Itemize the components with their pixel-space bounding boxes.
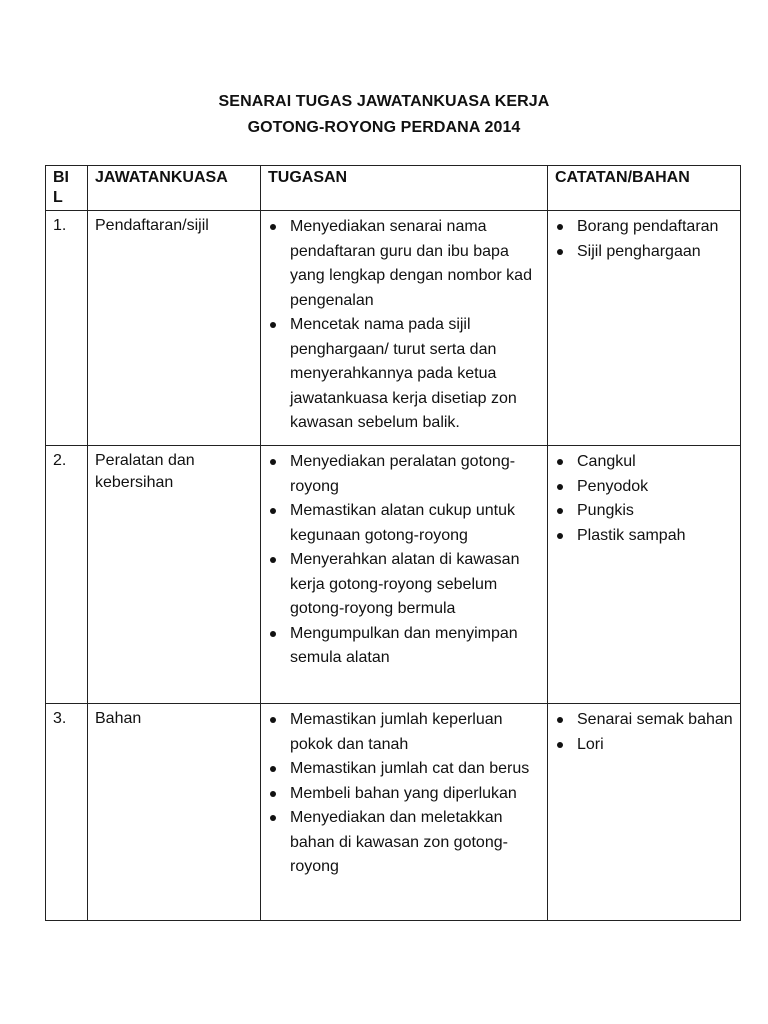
bullet-icon xyxy=(270,322,276,328)
document-title-line-2: GOTONG-ROYONG PERDANA 2014 xyxy=(247,119,521,136)
committee-name: Bahan xyxy=(95,710,142,727)
task-text: Menyerahkan alatan di kawasan kerja gotong-royong sebelum gotong-royong bermula xyxy=(290,551,520,617)
header-tugasan xyxy=(261,166,548,211)
table-row xyxy=(46,704,741,921)
document-title-line-1: SENARAI TUGAS JAWATANKUASA KERJA xyxy=(218,93,550,110)
material-text: Cangkul xyxy=(577,453,636,470)
header-catatan-label: CATATAN/BAHAN xyxy=(555,169,690,186)
cell-bil xyxy=(46,446,88,704)
committee-name: Pendaftaran/sijil xyxy=(95,217,209,234)
row-number: 2. xyxy=(53,452,67,469)
task-list xyxy=(261,211,547,436)
bullet-icon xyxy=(557,742,563,748)
cell-tugasan xyxy=(261,446,548,704)
list-item xyxy=(270,708,543,757)
table-row xyxy=(46,211,741,446)
cell-catatan xyxy=(548,446,741,704)
task-text: Memastikan jumlah keperluan pokok dan tanah xyxy=(290,711,503,753)
material-text: Lori xyxy=(577,735,604,753)
bullet-icon xyxy=(557,249,563,255)
cell-bil xyxy=(46,704,88,921)
task-list xyxy=(261,704,547,880)
list-item xyxy=(270,548,543,622)
row-number: 1. xyxy=(53,217,67,234)
task-text: Memastikan jumlah cat dan berus xyxy=(290,760,530,777)
material-text: Sijil penghargaan xyxy=(577,242,701,260)
header-jawatankuasa-label: JAWATANKUASA xyxy=(95,169,228,186)
cell-catatan xyxy=(548,704,741,921)
cell-tugasan xyxy=(261,211,548,446)
bullet-icon xyxy=(270,508,276,514)
list-item xyxy=(270,215,543,313)
bullet-icon xyxy=(270,815,276,821)
cell-jawatankuasa xyxy=(88,704,261,921)
row-number: 3. xyxy=(53,710,67,727)
task-text: Mengumpulkan dan menyimpan semula alatan xyxy=(290,624,518,666)
list-item xyxy=(557,240,736,265)
list-item xyxy=(270,806,543,880)
material-text: Borang pendaftaran xyxy=(577,218,719,235)
bullet-icon xyxy=(270,717,276,723)
task-list xyxy=(261,446,547,671)
list-item xyxy=(557,215,736,240)
list-item xyxy=(270,313,543,436)
list-item xyxy=(270,782,543,807)
task-text: Mencetak nama pada sijil penghargaan/ turut serta dan menyerahkannya pada ketua jawatankuasa kerja disetiap zon kawasan sebelum balik. xyxy=(290,316,517,431)
cell-tugasan xyxy=(261,704,548,921)
header-tugasan-label: TUGASAN xyxy=(268,169,348,186)
bullet-icon xyxy=(557,533,563,539)
table-row xyxy=(46,446,741,704)
committee-name: Peralatan dan kebersihan xyxy=(95,452,195,491)
cell-catatan xyxy=(548,211,741,446)
list-item xyxy=(557,450,736,475)
header-jawatankuasa xyxy=(88,166,261,211)
bullet-icon xyxy=(270,791,276,797)
table-header-row xyxy=(46,166,741,211)
material-text: Penyodok xyxy=(577,477,649,495)
list-item xyxy=(270,757,543,782)
cell-jawatankuasa xyxy=(88,211,261,446)
cell-bil xyxy=(46,211,88,446)
bullet-icon xyxy=(270,557,276,563)
list-item xyxy=(270,450,543,499)
task-text: Menyediakan peralatan gotong-royong xyxy=(290,453,516,495)
header-bil xyxy=(46,166,88,211)
committee-task-table xyxy=(45,165,741,921)
bullet-icon xyxy=(557,224,563,230)
task-text: Memastikan alatan cukup untuk kegunaan gotong-royong xyxy=(290,502,516,544)
header-bil-label: BIL xyxy=(53,169,69,206)
header-catatan xyxy=(548,166,741,211)
material-text: Pungkis xyxy=(577,502,634,519)
material-text: Senarai semak bahan xyxy=(577,711,733,728)
list-item xyxy=(270,622,543,671)
bullet-icon xyxy=(270,459,276,465)
bullet-icon xyxy=(270,224,276,230)
material-text: Plastik sampah xyxy=(577,526,686,544)
list-item xyxy=(557,733,736,758)
list-item xyxy=(270,499,543,548)
task-text: Menyediakan senarai nama pendaftaran guru dan ibu bapa yang lengkap dengan nombor kad pengenalan xyxy=(290,218,532,309)
bullet-icon xyxy=(557,508,563,514)
list-item xyxy=(557,475,736,500)
list-item xyxy=(557,524,736,549)
cell-jawatankuasa xyxy=(88,446,261,704)
bullet-icon xyxy=(557,459,563,465)
material-list xyxy=(548,446,740,548)
task-text: Menyediakan dan meletakkan bahan di kawasan zon gotong-royong xyxy=(290,809,508,875)
bullet-icon xyxy=(557,717,563,723)
list-item xyxy=(557,499,736,524)
bullet-icon xyxy=(270,766,276,772)
bullet-icon xyxy=(270,631,276,637)
task-text: Membeli bahan yang diperlukan xyxy=(290,784,517,802)
list-item xyxy=(557,708,736,733)
material-list xyxy=(548,704,740,757)
bullet-icon xyxy=(557,484,563,490)
material-list xyxy=(548,211,740,264)
